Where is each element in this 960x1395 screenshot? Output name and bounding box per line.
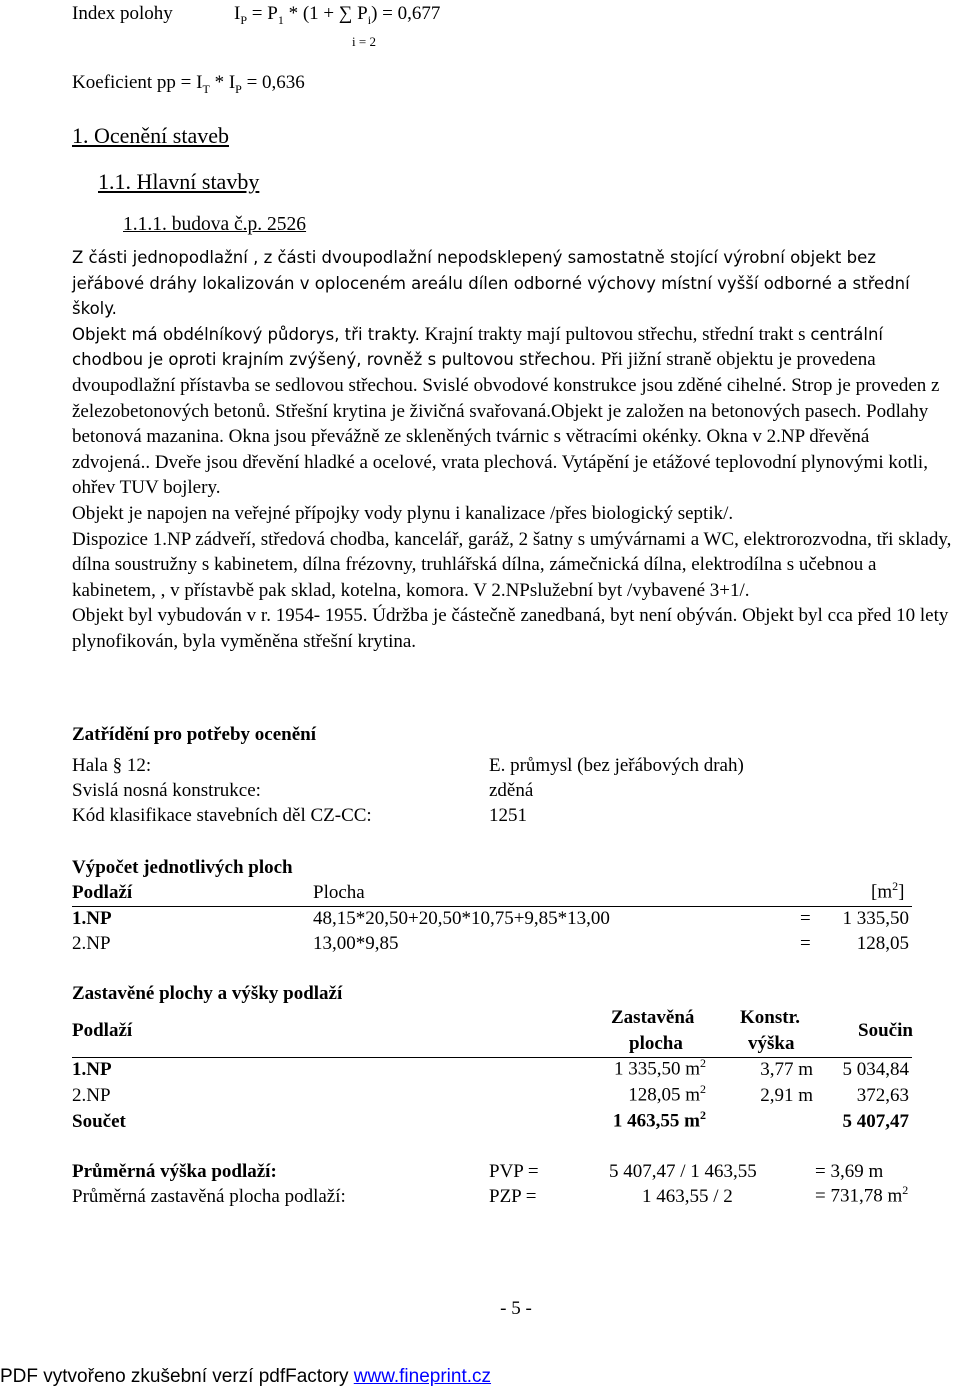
heading-2: 1.1. Hlavní stavby: [98, 169, 260, 194]
heading-1: 1. Ocenění staveb: [72, 123, 229, 148]
areas-row-result: 128,05: [856, 933, 909, 954]
description-paragraph-3: Objekt je napojen na veřejné přípojky vody plynu i kanalizace /přes biologický septik/.: [72, 502, 734, 524]
areas-row-formula: 48,15*20,50+20,50*10,75+9,85*13,00: [313, 908, 610, 929]
pvp-label: Průměrná výška podlaží:: [72, 1161, 277, 1182]
pzp-abbr: PZP =: [489, 1186, 537, 1207]
built-total-product: 5 407,47: [842, 1111, 909, 1132]
built-total-area: 1 463,55 $m^2$: [612, 1108, 706, 1132]
pzp-label: Průměrná zastavěná plocha podlaží:: [72, 1186, 346, 1207]
built-header-floor: Podlaží: [72, 1020, 133, 1041]
index-formula: $I_P = P_1 * (1$ + ∑ $P_i) = 0,677$: [234, 3, 441, 27]
built-row-product: 372,63: [856, 1085, 909, 1106]
areas-row-floor: 1.NP: [72, 908, 112, 929]
built-row-area: 128,05 $m^2$: [628, 1082, 706, 1106]
description: [72, 245, 952, 655]
areas-header-unit: $[m^2]$: [871, 879, 905, 903]
built-row-product: 5 034,84: [842, 1059, 909, 1080]
areas-header-rule: [72, 906, 912, 907]
built-total-label: Součet: [72, 1111, 126, 1132]
built-header-rule: [72, 1057, 912, 1058]
built-header-height-1: Konstr.: [740, 1007, 801, 1028]
footer-text: PDF vytvořeno zkušební verzí pdfFactory www.fineprint.cz: [0, 1366, 492, 1387]
pvp-abbr: PVP =: [489, 1161, 539, 1182]
classification-label: Svislá nosná konstrukce:: [72, 780, 261, 801]
built-row-height: 2,91 m: [760, 1085, 813, 1106]
classification-value: E. průmysl (bez jeřábových drah): [489, 755, 744, 776]
pzp-calc: 1 463,55 / 2: [642, 1186, 733, 1207]
built-header-area-1: Zastavěná: [611, 1007, 695, 1028]
built-header-area-2: plocha: [629, 1033, 683, 1054]
description-paragraph-4: Dispozice 1.NP zádveří, středová chodba, kancelář, garáž, 2 šatny s umývárnami a WC, elektrorozvodna, tři sklady, dílna soustružny s kabinetem, dílna frézovny, truhlářská dílna, zámečnická dílna, elektrodílna s učebnou a kabinetem, , v přístavbě pak sklad, kotelna, komora. V 2.NPslužební byt /vybavené 3+1/.: [72, 528, 952, 601]
description-paragraph-5: Objekt byl vybudován v r. 1954- 1955. Údržba je částečně zanedbaná, byt není obýván. Objekt byl cca před 10 lety plynofikován, byla vyměněna střešní krytina.: [72, 605, 949, 652]
built-header-height-2: výška: [748, 1033, 795, 1054]
built-header-product: Součin: [858, 1020, 913, 1041]
classification-title: Zatřídění pro potřeby ocenění: [72, 724, 317, 745]
heading-3: 1.1.1. budova č.p. 2526: [123, 214, 307, 235]
classification-label: Hala § 12:: [72, 755, 152, 776]
koeficient-line: Koeficient pp = $I_T * I_P = 0,636$: [72, 72, 305, 96]
built-row-area: 1 335,50 $m^2$: [613, 1056, 706, 1080]
built-row-floor: 2.NP: [72, 1085, 111, 1106]
pzp-result: = 731,78 $m^2$: [815, 1183, 909, 1207]
pvp-calc: 5 407,47 / 1 463,55: [609, 1161, 757, 1182]
areas-title: Výpočet jednotlivých ploch: [72, 857, 293, 878]
areas-header-area: Plocha: [313, 882, 365, 903]
footer-link[interactable]: www.fineprint.cz: [353, 1366, 492, 1387]
pvp-result: = 3,69 m: [815, 1161, 884, 1182]
classification-label: Kód klasifikace stavebních děl CZ-CC:: [72, 805, 372, 826]
areas-row-eq: =: [800, 908, 811, 929]
areas-row-eq: =: [800, 933, 811, 954]
built-title: Zastavěné plochy a výšky podlaží: [72, 983, 343, 1004]
classification-value: zděná: [489, 780, 534, 801]
areas-row-result: 1 335,50: [842, 908, 909, 929]
areas-header-floor: Podlaží: [72, 882, 133, 903]
page-number: - 5 -: [500, 1298, 532, 1319]
description-paragraph-1: Z části jednopodlažní , z části dvoupodlažní nepodsklepený samostatně stojící výrobní objekt bez jeřábové dráhy lokalizován v oploceném areálu dílen odborné výchovy místní vyšší odborné a střední školy.: [72, 248, 910, 319]
sum-limit: i = 2: [352, 34, 376, 49]
index-label: Index polohy: [72, 3, 173, 24]
description-paragraph-2: Objekt má obdélníkový půdorys, tři trakty. Krajní trakty mají pultovou střechu, střední trakt s centrální chodbou je oproti krajním zvýšený, rovněž s pultovou střechou. Při jižní straně objektu je provedena dvoupodlažní přístavba se sedlovou střechou. Svislé obvodové konstrukce jsou zděné cihelné. Strop je proveden z železobetonových betonů. Střešní krytina je živičná svařovaná.Objekt je založen na betonových pasech. Podlahy betonová mazanina. Okna jsou převážně ze skleněných tvárnic s větracími okénky. Okna v 2.NP dřevěná zdvojená.. Dveře jsou dřevění hladké a ocelové, vrata plechová. Vytápění je etážové teplovodní plynovými kotli, ohřev TUV bojlery.: [72, 323, 940, 499]
built-row-height: 3,77 m: [760, 1059, 813, 1080]
classification-value: 1251: [489, 805, 527, 826]
areas-row-formula: 13,00*9,85: [313, 933, 399, 954]
areas-row-floor: 2.NP: [72, 933, 111, 954]
built-row-floor: 1.NP: [72, 1059, 112, 1080]
